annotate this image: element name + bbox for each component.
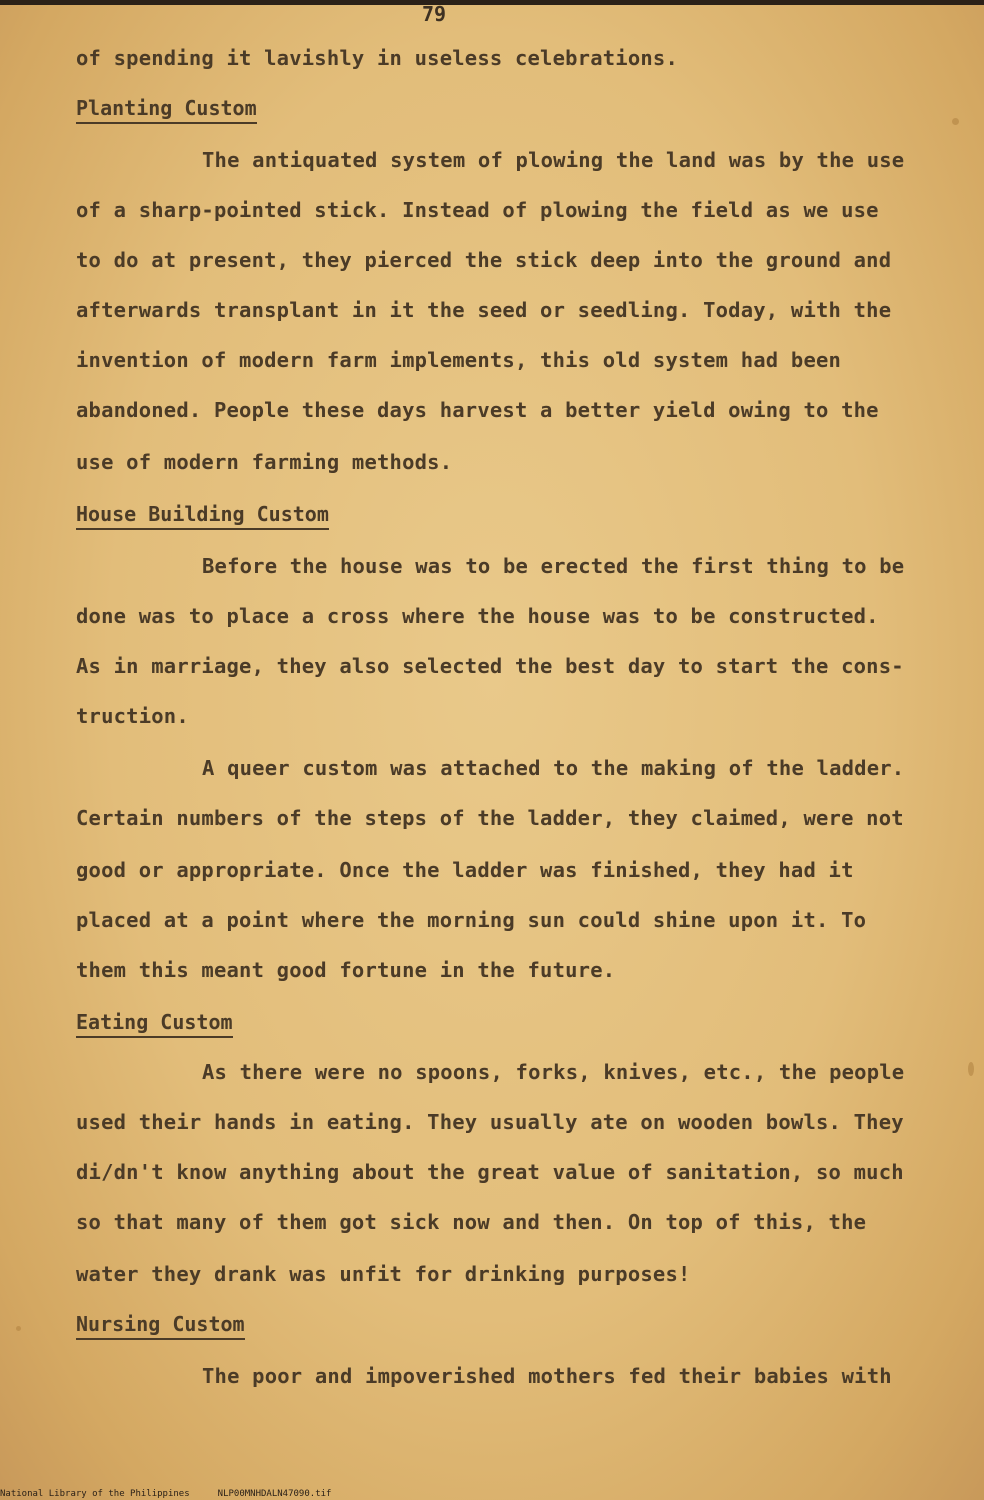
footer-filename: NLP00MNHDALN47090.tif [217, 1489, 332, 1499]
page-number: 79 [422, 2, 447, 26]
text-line: water they drank was unfit for drinking purposes! [76, 1262, 691, 1286]
text-line: done was to place a cross where the house was to be constructed. [76, 604, 879, 628]
text-line: The antiquated system of plowing the land was by the use [202, 148, 905, 172]
text-line: so that many of them got sick now and then. On top of this, the [76, 1210, 867, 1234]
text-line: placed at a point where the morning sun could shine upon it. To [76, 908, 867, 932]
text-line: The poor and impoverished mothers fed their babies with [202, 1364, 892, 1388]
text-line: A queer custom was attached to the making of the ladder. [202, 756, 905, 780]
text-line: to do at present, they pierced the stick deep into the ground and [76, 248, 892, 272]
heading-planting-custom: Planting Custom [76, 96, 257, 124]
text-line: di/dn't know anything about the great value of sanitation, so much [76, 1160, 904, 1184]
text-line: them this meant good fortune in the future. [76, 958, 616, 982]
scan-footer [0, 1489, 359, 1499]
page-top-edge [0, 0, 984, 5]
text-line: As there were no spoons, forks, knives, etc., the people [202, 1060, 905, 1084]
text-line: truction. [76, 704, 189, 728]
text-line: of a sharp-pointed stick. Instead of plowing the field as we use [76, 198, 879, 222]
text-line: of spending it lavishly in useless celebrations. [76, 46, 679, 70]
paper-speck [952, 118, 959, 125]
text-line: abandoned. People these days harvest a better yield owing to the [76, 398, 879, 422]
text-line: use of modern farming methods. [76, 450, 453, 474]
text-line: invention of modern farm implements, this old system had been [76, 348, 842, 372]
heading-eating-custom: Eating Custom [76, 1010, 233, 1038]
text-line: good or appropriate. Once the ladder was finished, they had it [76, 858, 854, 882]
text-line: Before the house was to be erected the first thing to be [202, 554, 905, 578]
text-line: Certain numbers of the steps of the ladder, they claimed, were not [76, 806, 904, 830]
heading-nursing-custom: Nursing Custom [76, 1312, 245, 1340]
paper-speck [968, 1062, 974, 1076]
paper-speck [16, 1326, 21, 1331]
footer-library: National Library of the Philippines [0, 1489, 190, 1499]
heading-house-building-custom: House Building Custom [76, 502, 329, 530]
text-line: As in marriage, they also selected the best day to start the cons- [76, 654, 904, 678]
text-line: afterwards transplant in it the seed or seedling. Today, with the [76, 298, 892, 322]
text-line: used their hands in eating. They usually ate on wooden bowls. They [76, 1110, 904, 1134]
